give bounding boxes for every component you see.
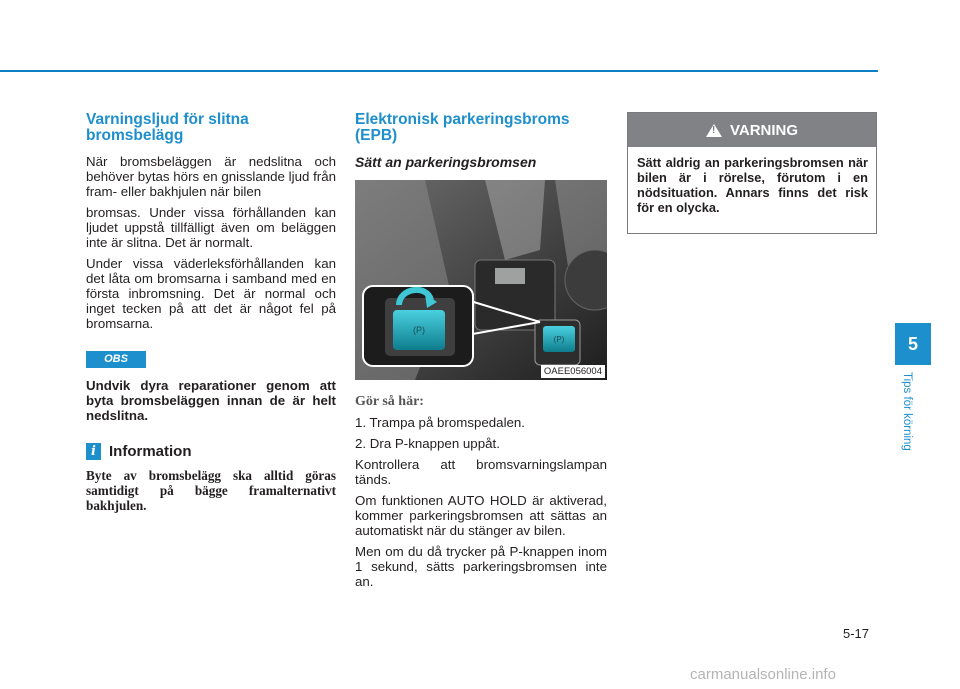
information-title: Information bbox=[109, 443, 192, 460]
paragraph: bromsas. Under vissa förhållanden kan ljudet uppstå tillfälligt även om beläggen inte är slitna. Det är normalt. bbox=[86, 205, 336, 250]
chapter-tab: 5 bbox=[895, 323, 931, 365]
warning-text: Sätt aldrig an parkeringsbromsen när bilen är i rörelse, förutom i en nödsituation. Annars finns det risk för en olycka. bbox=[637, 155, 868, 215]
svg-text:(P): (P) bbox=[553, 335, 565, 344]
paragraph: När bromsbeläggen är nedslitna och behöver bytas hörs en gnisslande ljud från fram- eller bakhjulen när bilen bbox=[86, 154, 336, 199]
subheading: Sätt an parkeringsbromsen bbox=[355, 154, 537, 170]
warning-box bbox=[627, 112, 877, 234]
information-text: Byte av bromsbelägg ska alltid göras samtidigt på bägge framalternativt bakhjulen. bbox=[86, 468, 336, 513]
step: 1. Trampa på bromspedalen. bbox=[355, 415, 526, 430]
how-to-label: Gör så här: bbox=[355, 394, 424, 409]
watermark: carmanualsonline.info bbox=[690, 666, 836, 683]
warning-triangle-icon: ! bbox=[706, 124, 722, 137]
image-code: OAEE056004 bbox=[541, 365, 605, 378]
svg-text:(P): (P) bbox=[413, 325, 425, 335]
paragraph: Kontrollera att bromsvarningslampan tänds. bbox=[355, 457, 607, 487]
paragraph: Om funktionen AUTO HOLD är aktiverad, kommer parkeringsbromsen att sättas an automatiskt när du stänger av bilen. bbox=[355, 493, 607, 538]
section-heading-epb: Elektronisk parkeringsbroms (EPB) bbox=[355, 111, 570, 144]
warning-title: VARNING bbox=[729, 121, 799, 139]
epb-switch-photo bbox=[355, 180, 607, 380]
section-heading-brake-pads: Varningsljud för slitna bromsbelägg bbox=[86, 111, 249, 144]
paragraph: Under vissa väderleksförhållanden kan det låta om bromsarna i samband med en första inbromsning. Det är normal och inget tecken på att det är något fel på bromsarna. bbox=[86, 256, 336, 331]
chapter-label-text: Tips för körning bbox=[901, 372, 913, 451]
obs-badge: OBS bbox=[86, 351, 146, 368]
page-number: 5-17 bbox=[843, 626, 870, 641]
warning-header bbox=[628, 113, 876, 147]
step: 2. Dra P-knappen uppåt. bbox=[355, 436, 500, 451]
chapter-label bbox=[895, 372, 931, 482]
paragraph: Men om du då trycker på P-knappen inom 1 sekund, sätts parkeringsbromsen inte an. bbox=[355, 544, 607, 589]
obs-text: Undvik dyra reparationer genom att byta bromsbeläggen innan de är helt nedslitna. bbox=[86, 378, 336, 423]
epb-section bbox=[355, 112, 607, 595]
top-rule bbox=[0, 70, 878, 72]
brake-pad-section bbox=[86, 112, 336, 519]
info-icon: i bbox=[86, 443, 101, 460]
console-illustration bbox=[355, 180, 607, 380]
information-header bbox=[86, 443, 336, 460]
